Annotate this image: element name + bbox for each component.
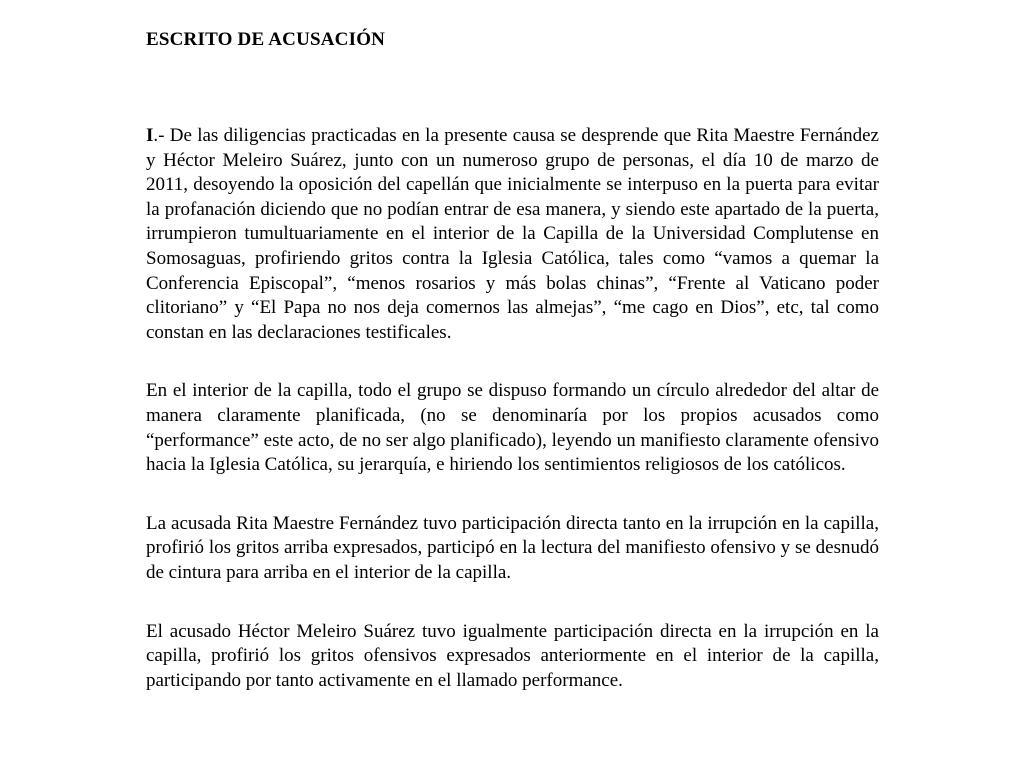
document-page	[146, 28, 879, 727]
document-title: ESCRITO DE ACUSACIÓN	[146, 29, 386, 50]
paragraph-4: El acusado Héctor Meleiro Suárez tuvo igualmente participación directa en la irrupción en la capilla, profirió los gritos ofensivos expresados anteriormente en el interior de la capilla, participando por tanto activamente en el llamado performance.	[146, 620, 879, 691]
paragraph-1-lead: I	[146, 125, 154, 146]
paragraph-2: En el interior de la capilla, todo el grupo se dispuso formando un círculo alrededor del altar de manera claramente planificada, (no se denominaría por los propios acusados como “performance” este acto, de no ser algo planificado), leyendo un manifiesto claramente ofensivo hacia la Iglesia Católica, su jerarquía, e hiriendo los sentimientos religiosos de los católicos.	[146, 380, 879, 476]
paragraph-1	[146, 124, 879, 345]
paragraph-3: La acusada Rita Maestre Fernández tuvo participación directa tanto en la irrupción en la capilla, profirió los gritos arriba expresados, participó en la lectura del manifiesto ofensivo y se desnudó de cintura para arriba en el interior de la capilla.	[146, 512, 879, 583]
paragraph-1-text: .- De las diligencias practicadas en la presente causa se desprende que Rita Maestre Fernández y Héctor Meleiro Suárez, junto con un numeroso grupo de personas, el día 10 de marzo de 2011, desoyendo la oposición del capellán que inicialmente se interpuso en la puerta para evitar la profanación diciendo que no podían entrar de esa manera, y siendo este apartado de la puerta, irrumpieron tumultuariamente en el interior de la Capilla de la Universidad Complutense en Somosaguas, profiriendo gritos contra la Iglesia Católica, tales como “vamos a quemar la Conferencia Episcopal”, “menos rosarios y más bolas chinas”, “Frente al Vaticano poder clitoriano” y “El Papa no nos deja comernos las almejas”, “me cago en Dios”, etc, tal como constan en las declaraciones testificales.	[146, 125, 879, 343]
